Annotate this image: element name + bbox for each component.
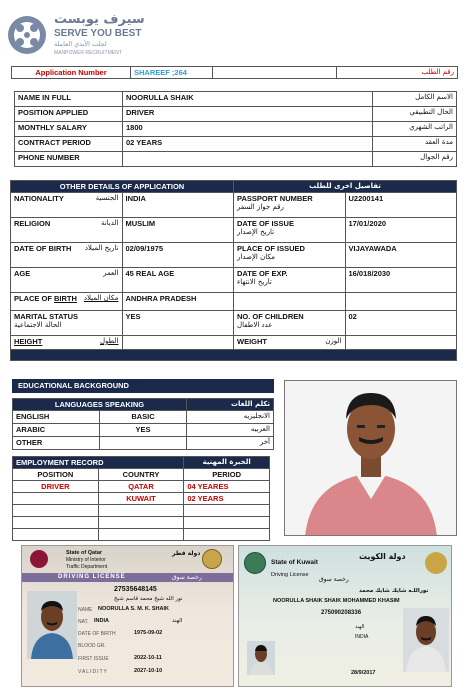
language-name-ar: العربيه <box>187 424 274 437</box>
person-photo-icon <box>285 381 457 536</box>
table-row <box>11 293 457 311</box>
kuwait-license-title-ar: رخصة سوق <box>319 576 349 583</box>
place-issue-label-ar: مكان الإصدار <box>237 253 275 261</box>
dob-value: 02/09/1975 <box>122 243 234 268</box>
language-level: YES <box>100 424 187 437</box>
kuwait-license-state-ar: دولة الكويت <box>359 552 406 561</box>
language-name: ENGLISH <box>13 411 100 424</box>
dob-label-ar: تاريخ الميلاد <box>84 244 119 252</box>
employment-position: DRIVER <box>13 481 99 493</box>
field-value: 02 YEARS <box>123 137 373 152</box>
issue-date-label-ar: تاريخ الإصدار <box>237 228 275 236</box>
language-level: BASIC <box>100 411 187 424</box>
kuwait-license-expiry: 28/9/2017 <box>351 670 376 676</box>
qatar-license-state-ar: دولة قطر <box>172 550 201 557</box>
religion-label-ar: الديانة <box>100 219 119 227</box>
employment-title: EMPLOYMENT RECORD <box>13 457 184 469</box>
issue-date-value: 17/01/2020 <box>345 218 457 243</box>
qatar-license-dob: 1975-09-02 <box>134 630 163 636</box>
height-label-ar: الطول <box>99 337 119 345</box>
application-number-label: Application Number <box>12 67 131 79</box>
kuwait-license-number: 275090208336 <box>321 610 362 616</box>
employment-position <box>13 493 99 505</box>
pob-label: PLACE OF <box>14 294 55 303</box>
language-name: OTHER <box>13 437 100 450</box>
field-value <box>123 152 373 167</box>
qatar-driving-license <box>21 545 234 687</box>
name-label: NAME <box>78 607 93 613</box>
table-row <box>11 336 457 350</box>
nat-label: NAT. <box>78 619 89 625</box>
language-name-ar: آخر <box>187 437 274 450</box>
qatar-license-first-issue: 2022-10-11 <box>134 655 162 661</box>
kuwait-license-title: Driving License <box>271 572 309 578</box>
employment-country: KUWAIT <box>98 493 184 505</box>
education-header: EDUCATIONAL BACKGROUND <box>12 379 274 393</box>
personal-info-table <box>14 91 457 167</box>
table-row <box>15 92 457 107</box>
kuwait-license-state: State of Kuwait <box>271 559 318 566</box>
table-row <box>11 243 457 268</box>
table-row <box>11 311 457 336</box>
qatar-license-photo <box>27 591 77 659</box>
field-value: DRIVER <box>123 107 373 122</box>
field-label-ar: مدة العقد <box>373 137 457 152</box>
qatar-license-number: 27535648145 <box>114 586 157 593</box>
application-number-value: SHAREEF ;264 <box>131 67 213 79</box>
kuwait-license-photo <box>403 608 449 672</box>
place-issue-label: PLACE OF ISSUED <box>237 244 305 253</box>
field-label-ar: الاسم الكامل <box>373 92 457 107</box>
brand-tagline: MANPOWER RECRUITMENT <box>54 50 122 56</box>
expiry-label: DATE OF EXP. <box>237 269 288 278</box>
kuwait-license-small-photo-icon <box>247 641 275 675</box>
children-label: NO. OF CHILDREN <box>237 312 304 321</box>
table-row <box>11 193 457 218</box>
table-row <box>13 411 274 424</box>
pob-label-ar: مكان الميلاد <box>83 294 119 302</box>
passport-label: PASSPORT NUMBER <box>237 194 313 203</box>
marital-label: MARITAL STATUS <box>14 312 79 321</box>
religion-value: MUSLIM <box>122 218 234 243</box>
kuwait-flag-icon <box>425 552 447 574</box>
languages-title: LANGUAGES SPEAKING <box>13 399 187 411</box>
table-row <box>15 122 457 137</box>
brand-tagline-ar: لجلب الأيدي العاملة <box>54 40 107 48</box>
traffic-emblem-icon <box>202 549 222 569</box>
kuwait-driving-license <box>238 545 452 687</box>
pob-label-underlined: BIRTH <box>54 294 77 303</box>
kuwait-license-photo-icon <box>403 608 449 672</box>
field-value: NOORULLA SHAIK <box>123 92 373 107</box>
pob-value: ANDHRA PRADESH <box>122 293 234 311</box>
language-name-ar: الانجليزيه <box>187 411 274 424</box>
marital-value: YES <box>122 311 234 336</box>
logo <box>6 12 176 58</box>
qatar-license-banner <box>22 573 234 582</box>
field-label-ar: الحال التطبيقي <box>373 107 457 122</box>
field-label: CONTRACT PERIOD <box>15 137 123 152</box>
nationality-label: NATIONALITY <box>14 194 64 203</box>
kuwait-license-name: NOORULLA SHAIK SHAIK MOHAMMED KHASIM <box>273 598 400 604</box>
table-row <box>13 437 274 450</box>
column-header-position: POSITION <box>13 469 99 481</box>
first-issue-label: FIRST ISSUE <box>78 656 109 662</box>
qatar-license-validity: 2027-10-10 <box>134 668 163 674</box>
employment-period: 02 YEARS <box>184 493 270 505</box>
table-row <box>15 152 457 167</box>
age-label: AGE <box>14 269 31 278</box>
qatar-license-title-ar: رخصة سوق <box>172 574 202 581</box>
issue-date-label: DATE OF ISSUE <box>237 219 294 228</box>
qatar-license-photo-icon <box>27 591 77 659</box>
field-label: PHONE NUMBER <box>15 152 123 167</box>
table-row <box>13 529 270 541</box>
qatar-license-name: NOORULLA S. M. K. SHAIK <box>98 606 169 612</box>
column-header-period: PERIOD <box>184 469 270 481</box>
children-label-ar: عدد الاطفال <box>237 321 273 329</box>
languages-table <box>12 398 274 450</box>
qatar-license-name-ar: نور الله شيخ محمد قاسم شيخ <box>114 596 183 602</box>
employment-title-ar: الخبرة المهنية <box>184 457 270 469</box>
qatar-license-title: DRIVING LICENSE <box>58 574 126 580</box>
language-level <box>100 437 187 450</box>
employment-period: 04 YEARES <box>184 481 270 493</box>
field-label: MONTHLY SALARY <box>15 122 123 137</box>
nationality-label-ar: الجنسية <box>95 194 119 202</box>
weight-label: WEIGHT <box>237 337 267 346</box>
weight-label-ar: الوزن <box>325 337 342 345</box>
dob-label: DATE OF BIRTH <box>14 244 72 253</box>
age-label-ar: العمر <box>103 269 119 277</box>
religion-label: RELIGION <box>14 219 51 228</box>
kuwait-license-nat-ar: الهند <box>355 624 365 630</box>
qatar-license-state: State of Qatar <box>66 550 103 556</box>
kuwait-license-name-ar: نوراللـه شايك شايك محمد <box>359 588 429 594</box>
expiry-value: 16/018/2030 <box>345 268 457 293</box>
qatar-emblem-icon <box>30 550 48 568</box>
field-value: 1800 <box>123 122 373 137</box>
brand-name: SERVE YOU BEST <box>54 28 142 39</box>
qatar-license-ministry: Ministry of Interior <box>66 557 106 563</box>
other-details-title-ar: تفاصيل اخرى للطلب <box>234 181 457 193</box>
languages-title-ar: تكلم اللغات <box>187 399 274 411</box>
brand-arabic-name: سيرف يوبست <box>54 12 145 27</box>
table-row <box>13 424 274 437</box>
table-row <box>11 218 457 243</box>
field-label: NAME IN FULL <box>15 92 123 107</box>
validity-label: VALIDITY <box>78 669 108 675</box>
blood-label: BLOOD GR. <box>78 643 106 649</box>
kuwait-emblem-icon <box>244 552 266 574</box>
age-value: 45 REAL AGE <box>122 268 234 293</box>
table-row <box>13 505 270 517</box>
application-number-table <box>11 66 458 79</box>
qatar-license-nat-ar: الهند <box>172 618 183 624</box>
table-row <box>13 517 270 529</box>
marital-label-ar: الحالة الاجتماعية <box>14 321 62 329</box>
employment-country: QATAR <box>98 481 184 493</box>
column-header-country: COUNTRY <box>98 469 184 481</box>
applicant-photo <box>284 380 457 536</box>
field-label: POSITION APPLIED <box>15 107 123 122</box>
kuwait-license-nat: INDIA <box>355 634 369 640</box>
field-label-ar: الراتب الشهري <box>373 122 457 137</box>
employment-table <box>12 456 270 541</box>
qatar-license-nat: INDIA <box>94 618 109 624</box>
serve-you-best-logo-icon <box>6 14 48 56</box>
application-number-label-ar: رقم الطلب <box>337 67 458 79</box>
nationality-value: INDIA <box>122 193 234 218</box>
table-row <box>13 481 270 493</box>
place-issue-value: VIJAYAWADA <box>345 243 457 268</box>
children-value: 02 <box>345 311 457 336</box>
table-row <box>11 268 457 293</box>
dob-label: DATE OF BIRTH <box>78 631 116 637</box>
passport-label-ar: رقم جواز السفر <box>237 203 284 211</box>
other-details-title: OTHER DETAILS OF APPLICATION <box>11 181 234 193</box>
table-row <box>13 493 270 505</box>
height-label: HEIGHT <box>14 337 43 346</box>
passport-value: U2200141 <box>345 193 457 218</box>
table-row <box>15 137 457 152</box>
qatar-license-dept: Traffic Department <box>66 564 108 570</box>
other-details-table <box>10 180 457 361</box>
kuwait-license-photo-small <box>247 641 275 675</box>
language-name: ARABIC <box>13 424 100 437</box>
field-label-ar: رقم الجوال <box>373 152 457 167</box>
table-row <box>15 107 457 122</box>
expiry-label-ar: تاريخ الانتهاء <box>237 278 272 286</box>
